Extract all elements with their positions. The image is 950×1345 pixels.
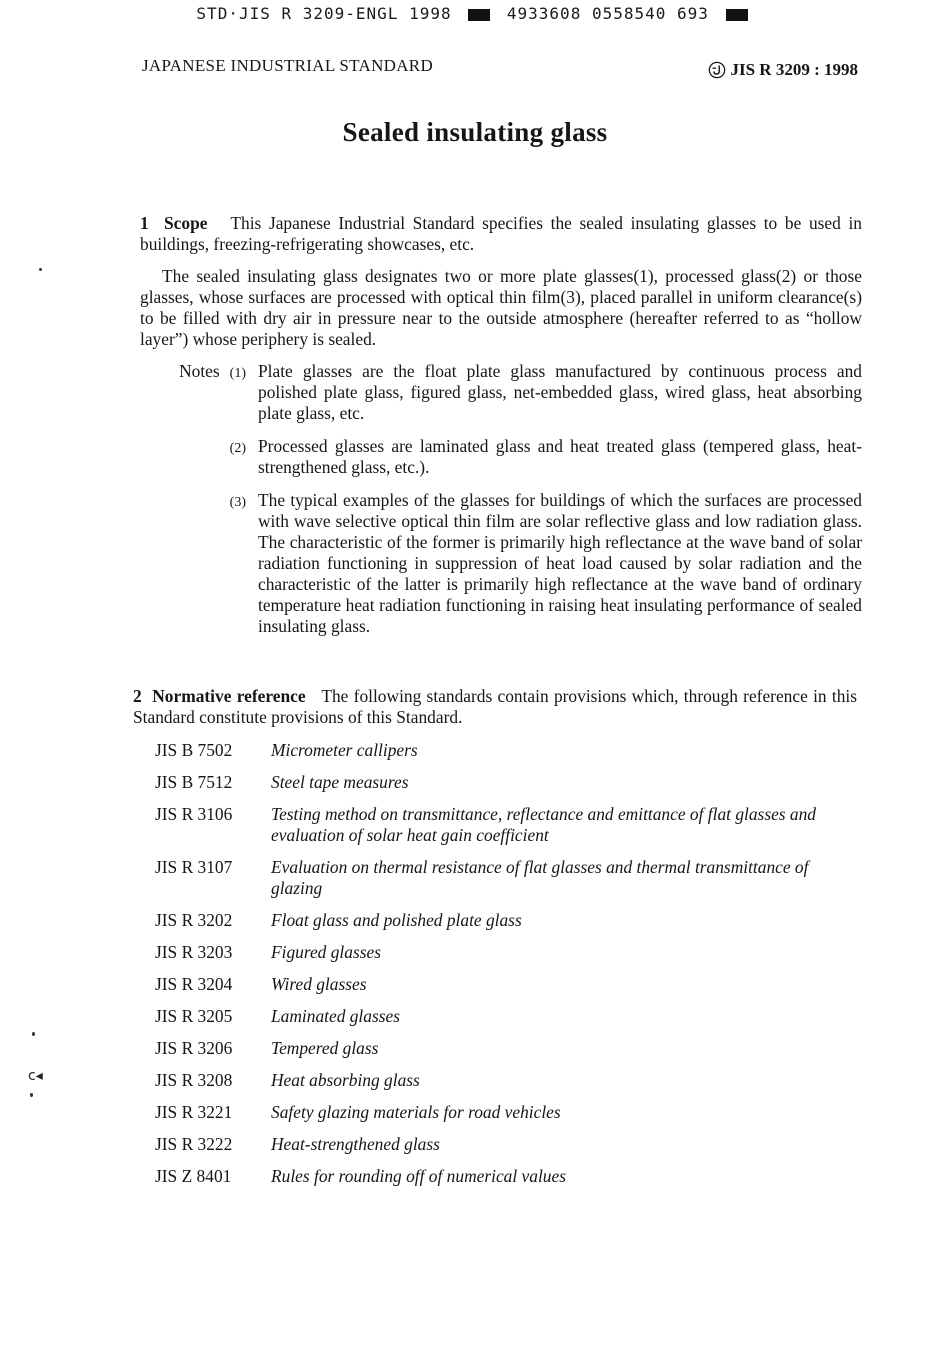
reference-title: Rules for rounding off of numerical values — [271, 1166, 566, 1186]
reference-code: JIS R 3107 — [155, 857, 233, 877]
reference-title: Heat-strengthened glass — [271, 1134, 440, 1154]
stamp-block-mark-end — [726, 9, 748, 21]
reference-code: JIS R 3106 — [155, 804, 233, 824]
reference-code: JIS R 3222 — [155, 1134, 233, 1154]
stamp-block-mark — [468, 9, 490, 21]
scan-speck — [32, 1032, 35, 1036]
reference-title: Figured glasses — [271, 942, 381, 962]
reference-item — [155, 1166, 860, 1187]
note-text: Plate glasses are the float plate glass manufactured by continuous process and polished plate glass, figured glass, net-embedded glass, wired glass, heat absorbing plate glass, etc. — [258, 361, 862, 423]
reference-code: JIS R 3202 — [155, 910, 233, 930]
scope-paragraph-1 — [140, 213, 862, 255]
reference-code: JIS B 7502 — [155, 740, 233, 760]
note-number: (3) — [229, 495, 246, 510]
reference-list — [155, 740, 860, 1198]
stamp-left-text: STD·JIS R 3209-ENGL 1998 — [196, 4, 452, 23]
reference-code: JIS R 3208 — [155, 1070, 233, 1090]
reference-title: Tempered glass — [271, 1038, 379, 1058]
reference-item — [155, 1102, 860, 1123]
jis-mark-icon — [708, 61, 726, 79]
reference-title: Laminated glasses — [271, 1006, 400, 1026]
notes-label: Notes — [179, 361, 220, 381]
reference-item — [155, 910, 860, 931]
note-text: Processed glasses are laminated glass and heat treated glass (tempered glass, heat-strengthened glass, etc.). — [258, 436, 862, 477]
notes-block — [140, 361, 862, 649]
normative-intro-text: The following standards contain provisions which, through reference in this Standard constitute provisions of this Standard. — [133, 686, 857, 727]
note-item — [140, 490, 862, 637]
margin-scan-mark: c◂ — [28, 1068, 43, 1084]
note-item — [140, 436, 862, 478]
reference-title: Evaluation on thermal resistance of flat glasses and thermal transmittance of glazing — [271, 857, 809, 898]
reference-code: JIS R 3204 — [155, 974, 233, 994]
scope-text-1: This Japanese Industrial Standard specifies the sealed insulating glasses to be used in buildings, freezing-refrigerating showcases, etc. — [140, 213, 862, 254]
scope-section-number: 1 — [140, 213, 149, 233]
normative-section-number: 2 — [133, 686, 142, 706]
note-text: The typical examples of the glasses for buildings of which the surfaces are processed with wave selective optical thin film are solar reflective glass and low radiation glass. The characteristic of the former is primarily high reflectance at the wave band of solar radiation functioning in suppression of heat load caused by solar radiation and the characteristic of the latter is primarily high reflectance at the wave band of ordinary temperature heat radiation functioning in raising heat insulating performance of sealed insulating glass. — [258, 490, 862, 636]
reference-item — [155, 857, 860, 899]
reference-code: JIS R 3206 — [155, 1038, 233, 1058]
reference-title: Float glass and polished plate glass — [271, 910, 522, 930]
standard-number-text: JIS R 3209 : 1998 — [730, 60, 858, 79]
reference-item — [155, 974, 860, 995]
reference-item — [155, 740, 860, 761]
reference-title: Wired glasses — [271, 974, 367, 994]
reference-code: JIS R 3203 — [155, 942, 233, 962]
reference-title: Steel tape measures — [271, 772, 409, 792]
reference-item — [155, 1070, 860, 1091]
standard-number — [708, 60, 858, 80]
reference-item — [155, 942, 860, 963]
normative-heading: Normative reference — [152, 686, 306, 706]
reference-item — [155, 1006, 860, 1027]
reference-title: Safety glazing materials for road vehicles — [271, 1102, 561, 1122]
document-title: Sealed insulating glass — [342, 117, 608, 147]
reference-code: JIS R 3221 — [155, 1102, 233, 1122]
reference-code: JIS R 3205 — [155, 1006, 233, 1026]
reference-title: Testing method on transmittance, reflectance and emittance of flat glasses and evaluation of solar heat gain coefficient — [271, 804, 817, 845]
reference-title: Heat absorbing glass — [271, 1070, 420, 1090]
reference-item — [155, 804, 860, 846]
note-item — [140, 361, 862, 424]
reference-code: JIS Z 8401 — [155, 1166, 232, 1186]
reference-item — [155, 772, 860, 793]
scan-speck — [39, 268, 42, 271]
reference-title: Micrometer callipers — [271, 740, 418, 760]
note-number: (2) — [229, 441, 246, 456]
catalog-stamp-line — [0, 4, 950, 23]
publisher-header: JAPANESE INDUSTRIAL STANDARD — [142, 56, 434, 75]
normative-reference-paragraph — [133, 686, 857, 728]
scan-speck — [30, 1093, 33, 1097]
reference-item — [155, 1134, 860, 1155]
scope-paragraph-2: The sealed insulating glass designates two or more plate glasses(1), processed glass(2) or those glasses, whose surfaces are processed with optical thin film(3), placed parallel in uniform clearance(s) to be filled with dry air in pressure near to the outside atmosphere (hereafter referred to as “hollow layer”) whose periphery is sealed. — [140, 266, 862, 349]
note-number: (1) — [229, 366, 246, 381]
stamp-middle-text: 4933608 0558540 693 — [506, 4, 709, 23]
reference-item — [155, 1038, 860, 1059]
reference-code: JIS B 7512 — [155, 772, 233, 792]
scope-heading: Scope — [163, 213, 208, 233]
